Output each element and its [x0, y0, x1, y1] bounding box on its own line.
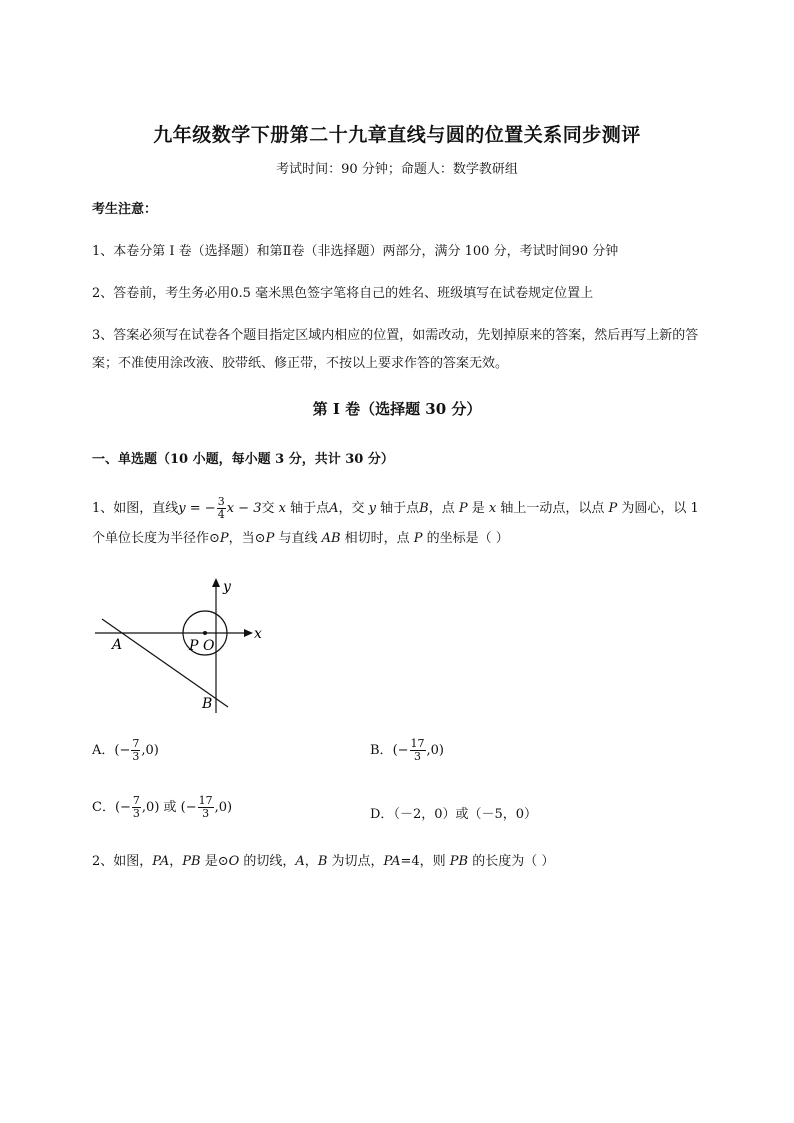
q1-text: ，点: [428, 501, 459, 516]
point-p: [203, 631, 207, 635]
q2-text: =4，则: [400, 854, 450, 869]
option-a-fraction: [131, 738, 140, 763]
fraction-den: 3: [132, 807, 140, 820]
fraction-den: 3: [202, 807, 210, 820]
option-b[interactable]: [370, 738, 444, 763]
q1-var: x − 3: [226, 501, 262, 516]
q1-var: B: [419, 501, 429, 516]
option-c-fraction: [132, 795, 141, 820]
q1-var: AB: [321, 531, 341, 546]
q2-var: PA: [152, 854, 170, 869]
option-d-label: D．: [370, 807, 394, 822]
question-2-text: [92, 848, 732, 876]
option-b-text: (−: [392, 743, 409, 758]
exam-info: 考试时间：90 分钟；命题人：数学教研组: [276, 162, 518, 177]
notice-item-2: 2、答卷前，考生务必用0.5 毫米黑色签字笔将自己的姓名、班级填写在试卷规定位置上: [92, 286, 594, 301]
q2-text: 的切线，: [239, 854, 296, 869]
q1-fraction-den: 4: [217, 508, 225, 521]
q2-text: 是⊙: [200, 854, 229, 869]
option-b-label: B．: [370, 743, 393, 758]
option-a-text: ,0): [141, 743, 159, 758]
option-c-text: (−: [114, 800, 131, 815]
option-c-label: C．: [92, 800, 115, 815]
option-a[interactable]: [92, 738, 159, 763]
fraction-den: 3: [132, 750, 140, 763]
q2-text: ，: [304, 854, 318, 869]
q1-text: 轴于点: [285, 501, 330, 516]
q1-text: 相切时，点: [340, 531, 414, 546]
label-b: B: [202, 696, 213, 712]
section-title: 第 I 卷（选择题 30 分）: [312, 400, 482, 418]
q2-var: B: [317, 854, 328, 869]
q1-text: 轴于点: [375, 501, 420, 516]
q1-text: 与直线: [274, 531, 322, 546]
option-b-fraction: [410, 738, 426, 763]
q1-text: 是: [467, 501, 489, 516]
option-c-fraction-2: [198, 795, 214, 820]
line-ab: [102, 619, 228, 707]
q2-text: 的长度为（ ）: [468, 854, 555, 869]
notice-item-1: 1、本卷分第 I 卷（选择题）和第Ⅱ卷（非选择题）两部分，满分 100 分，考试时间90 分钟: [92, 244, 619, 259]
question-1-text: [92, 494, 732, 554]
q1-var: y: [178, 501, 186, 516]
option-b-text: ,0): [426, 743, 445, 758]
fraction-num: 17: [410, 737, 425, 750]
label-a: A: [112, 637, 123, 653]
q2-text: 为切点，: [327, 854, 384, 869]
q1-var: P: [265, 531, 275, 546]
q2-var: A: [295, 854, 305, 869]
q2-text: ，: [169, 854, 183, 869]
q1-var: P: [413, 531, 423, 546]
q1-var: P: [219, 531, 229, 546]
q2-var: PB: [182, 854, 201, 869]
q1-text: 交: [261, 501, 279, 516]
q1-var: P: [608, 501, 618, 516]
part-title: 一、单选题（10 小题，每小题 3 分，共计 30 分）: [92, 452, 394, 467]
q1-text: 轴上一动点，以点: [496, 501, 609, 516]
page-title: 九年级数学下册第二十九章直线与圆的位置关系同步测评: [153, 124, 641, 146]
option-c-text: ,0) 或 (−: [141, 800, 197, 815]
label-x: x: [254, 626, 262, 642]
q1-var: P: [458, 501, 468, 516]
q1-fraction-num: 3: [217, 495, 225, 508]
option-d[interactable]: [370, 803, 537, 822]
notice-item-3: 3、答案必须写在试卷各个题目指定区域内相应的位置，如需改动，先划掉原来的答案，然后再写上新的答案；不准使用涂改液、胶带纸、修正带，不按以上要求作答的答案无效。: [92, 328, 699, 371]
q1-text: 个单位长度为半径作⊙: [92, 531, 220, 546]
q1-figure: [90, 575, 280, 720]
option-a-text: (−: [114, 743, 131, 758]
option-a-label: A．: [92, 743, 115, 758]
q1-var: x: [278, 501, 286, 516]
label-p: P: [189, 638, 199, 654]
q1-text: = −: [185, 501, 216, 516]
q2-var: PA: [383, 854, 401, 869]
fraction-num: 7: [132, 794, 140, 807]
q1-text: 的坐标是（ ）: [422, 531, 509, 546]
fraction-num: 7: [132, 737, 140, 750]
q1-var: A: [329, 501, 339, 516]
q2-text: 2、如图，: [92, 854, 153, 869]
fraction-den: 3: [414, 750, 422, 763]
label-y: y: [223, 579, 231, 595]
label-o: O: [203, 638, 215, 654]
y-axis-arrow: [212, 578, 220, 587]
q1-var: x: [488, 501, 497, 516]
q1-text: ，当⊙: [228, 531, 266, 546]
q1-text: 为圆心，以 1: [617, 501, 699, 516]
q2-var: PB: [449, 854, 469, 869]
option-c[interactable]: [92, 795, 232, 820]
q2-var: O: [228, 854, 240, 869]
option-c-text: ,0): [214, 800, 233, 815]
q1-text: ，交: [338, 501, 369, 516]
option-d-text: （－2，0）或（－5，0）: [393, 807, 538, 822]
q1-text: 1、如图，直线: [92, 501, 179, 516]
q1-fraction: [217, 496, 226, 521]
notice-heading: 考生注意：: [92, 202, 158, 217]
fraction-num: 17: [198, 794, 213, 807]
q1-var: y: [368, 501, 376, 516]
x-axis-arrow: [244, 629, 253, 637]
